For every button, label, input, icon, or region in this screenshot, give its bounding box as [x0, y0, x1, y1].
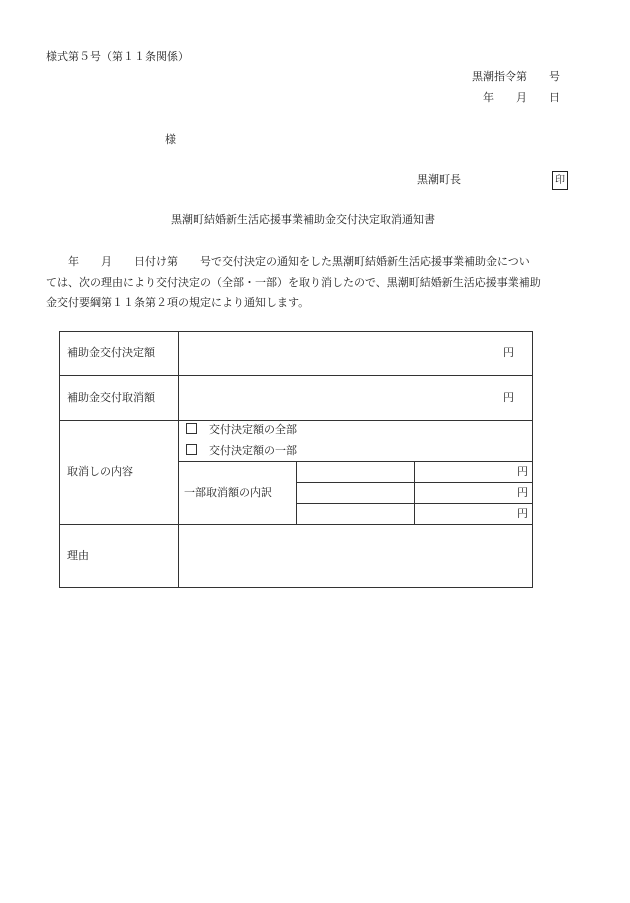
- body-line: ては、次の理由により交付決定の（全部・一部）を取り消したので、黒潮町結婚新生活応援事業補助: [46, 275, 541, 289]
- option-part-item[interactable]: [186, 444, 297, 458]
- issuer-reference: 黒潮指令第 号: [472, 70, 560, 83]
- option-all-item[interactable]: [186, 423, 297, 437]
- checkbox-part[interactable]: [186, 444, 197, 455]
- notice-body: [46, 252, 586, 314]
- checkbox-all[interactable]: [186, 423, 197, 434]
- breakdown-unit: 円: [517, 486, 528, 499]
- reason-label: 理由: [67, 549, 89, 562]
- issue-date: 年 月 日: [483, 91, 560, 104]
- grant-cancellation-amount-label: 補助金交付取消額: [67, 391, 155, 404]
- body-line: 金交付要綱第１１条第２項の規定により通知します。: [46, 296, 310, 309]
- grant-decision-amount-label: 補助金交付決定額: [67, 346, 155, 359]
- form-number: 様式第５号（第１１条関係）: [46, 50, 189, 63]
- option-part-label: 交付決定額の一部: [209, 444, 297, 457]
- cancellation-table: [59, 331, 533, 588]
- option-all-label: 交付決定額の全部: [209, 423, 297, 436]
- body-line: 年 月 日付け第 号で交付決定の通知をした黒潮町結婚新生活応援事業補助金につい: [46, 255, 530, 268]
- breakdown-unit: 円: [517, 465, 528, 478]
- seal-mark: 印: [552, 171, 568, 190]
- breakdown-unit: 円: [517, 507, 528, 520]
- partial-breakdown-label: 一部取消額の内訳: [184, 486, 272, 499]
- grant-cancellation-amount-unit: 円: [503, 391, 514, 404]
- grant-decision-amount-unit: 円: [503, 346, 514, 359]
- addressee-suffix: 様: [165, 133, 176, 146]
- document-title: 黒潮町結婚新生活応援事業補助金交付決定取消通知書: [171, 213, 435, 226]
- cancellation-content-label: 取消しの内容: [67, 465, 133, 478]
- sender-name: 黒潮町長: [417, 173, 461, 186]
